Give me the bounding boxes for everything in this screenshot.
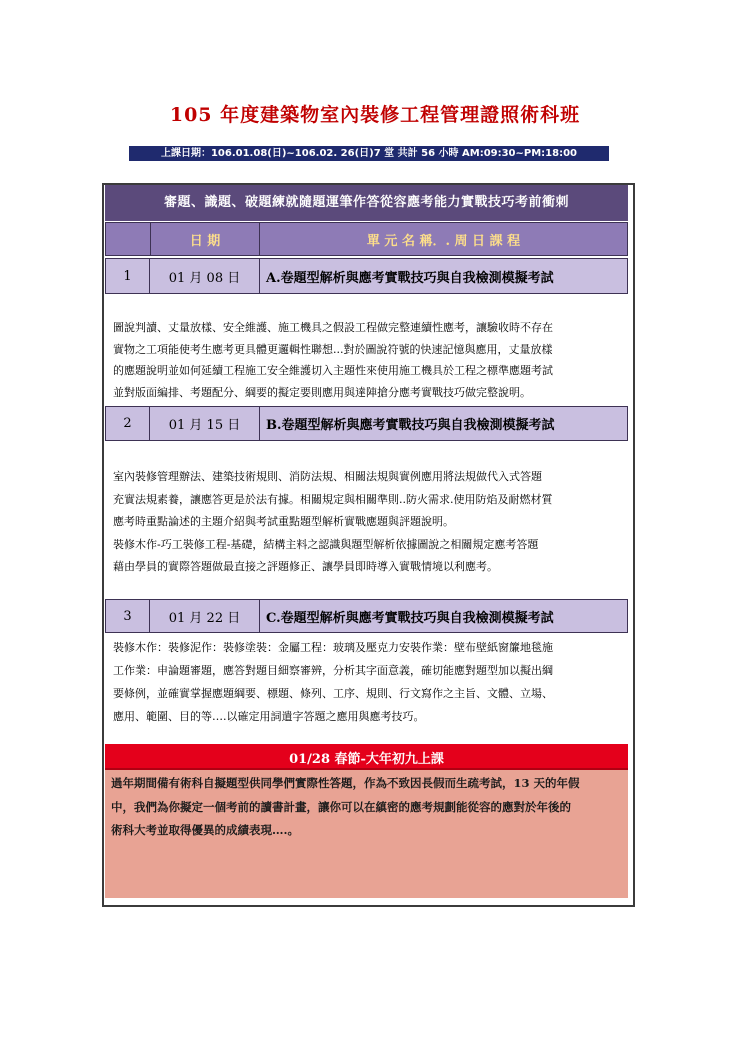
- note-line: 中，我們為你擬定一個考前的讀書計畫，讓你可以在縝密的應考規劃能從容的應對於年後的: [111, 799, 571, 814]
- column-header-date: 日 期: [150, 223, 260, 255]
- description-line: 藉由學員的實際答題做最直接之評題修正、讓學員即時導入實戰情境以利應考。: [113, 560, 498, 573]
- session-topic: B.卷題型解析與應考實戰技巧與自我檢測模擬考試: [266, 418, 555, 433]
- session-description: [113, 317, 626, 403]
- session-topic: C.卷題型解析與應考實戰技巧與自我檢測模擬考試: [266, 610, 554, 626]
- session-date: 01 月 22 日: [150, 600, 260, 632]
- session-description: [113, 636, 626, 728]
- column-header-row: [105, 222, 628, 256]
- description-line: 應用、範圍、目的等….以確定用詞遣字答題之應用與應考技巧。: [113, 710, 425, 723]
- schedule-bar: 上課日期：106.01.08(日)~106.02. 26(日)7 堂 共計 56 小時 AM:09:30~PM:18:00: [129, 146, 609, 161]
- description-line: 圖說判讀、丈量放樣、安全維護、施工機具之假設工程做完整連續性應考，讓驗收時不存在: [113, 321, 553, 334]
- session-topic: A.卷題型解析與應考實戰技巧與自我檢測模擬考試: [266, 270, 554, 286]
- description-line: 要條例，並確實掌握應題綱要、標題、條列、工序、規則、行文寫作之主旨、文體、立場、: [113, 687, 553, 700]
- session-date: 01 月 08 日: [150, 259, 260, 293]
- description-line: 實物之工項能使考生應考更具體更邏輯性聯想...對於圖說符號的快速記憶與應用，丈量放樣: [113, 342, 553, 356]
- holiday-banner: 01/28 春節-大年初九上課: [105, 744, 628, 770]
- description-line: 應考時重點論述的主題介紹與考試重點題型解析實戰應題與評題說明。: [113, 515, 454, 528]
- description-line: 裝修木作：裝修泥作：裝修塗裝：金屬工程：玻璃及壓克力安裝作業：壁布壁紙窗簾地毯施: [113, 641, 553, 654]
- note-line: 過年期間備有術科自擬題型供同學們實際性答題，作為不致因長假而生疏考試，13 天的年假: [111, 776, 580, 790]
- description-line: 的應題說明並如何延續工程施工安全維護切入主題性來使用施工機具於工程之標準應題考試: [113, 364, 553, 377]
- description-line: 裝修木作-巧工裝修工程-基礎，結構主料之認識與題型解析依據圖說之相關規定應考答題: [113, 537, 539, 551]
- description-line: 並對版面編排、考題配分、綱要的擬定要則應用與達陣搶分應考實戰技巧做完整說明。: [113, 385, 531, 399]
- session-number: 2: [106, 407, 150, 440]
- session-row: [105, 599, 628, 633]
- description-line: 室內裝修管理辦法、建築技術規則、消防法規、相關法規與實例應用將法規做代入式答題: [113, 470, 542, 483]
- session-description: [113, 466, 626, 579]
- session-row: [105, 258, 628, 294]
- note-line: 術科大考並取得優異的成績表現….。: [111, 823, 300, 837]
- session-number: 3: [106, 600, 150, 632]
- column-header-unit: 單 元 名 稱．. 周 日 課 程: [366, 233, 521, 249]
- description-line: 充實法規素養，讓應答更是於法有據。相關規定與相關準則..防火需求.使用防焰及耐燃材質: [113, 492, 553, 506]
- holiday-note: [105, 770, 628, 898]
- table-heading: 審題、識題、破題練就隨題運筆作答從容應考能力實戰技巧考前衝刺: [105, 185, 628, 221]
- session-number: 1: [106, 259, 150, 293]
- page-title: 105 年度建築物室內裝修工程管理證照術科班: [169, 104, 581, 126]
- description-line: 工作業：申論題審題，應答對題目細察審辨，分析其字面意義，確切能應對題型加以擬出綱: [113, 664, 553, 677]
- session-row: [105, 406, 628, 441]
- session-date: 01 月 15 日: [150, 407, 260, 440]
